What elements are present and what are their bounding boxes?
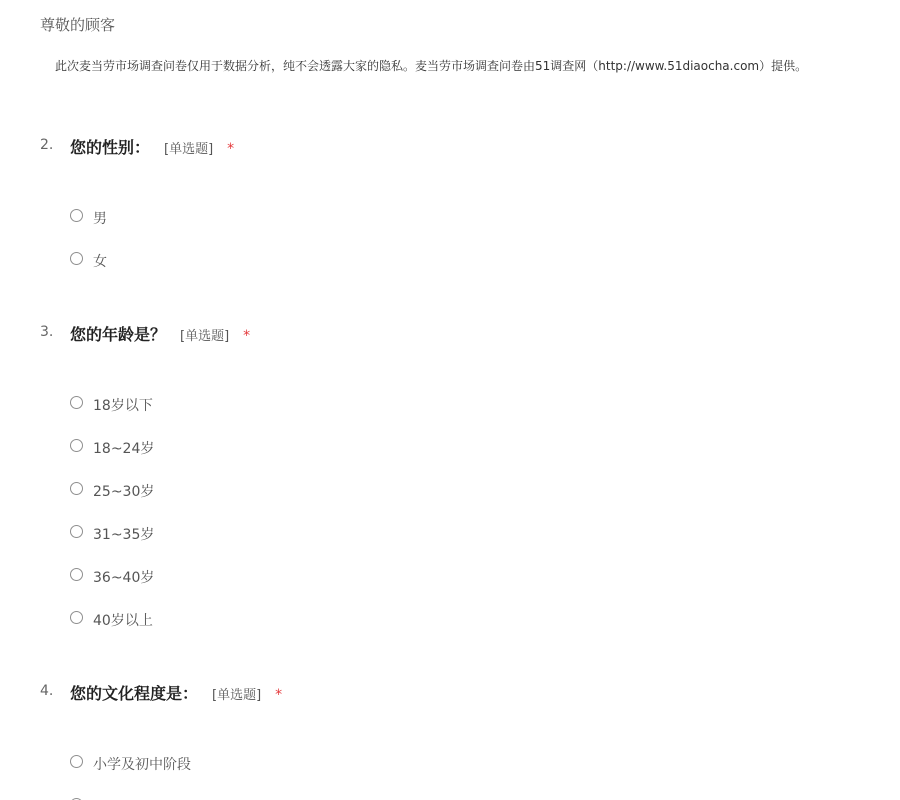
- question-header: [0, 681, 900, 703]
- survey-intro-text: 此次麦当劳市场调查问卷仅用于数据分析，纯不会透露大家的隐私。麦当劳市场调查问卷由51调查网（http://www.51diaocha.com）提供。: [55, 59, 808, 73]
- question-title: [70, 681, 282, 704]
- radio-button[interactable]: [70, 252, 83, 265]
- question-type-label: [单选题]: [180, 329, 230, 344]
- radio-button[interactable]: [70, 525, 83, 538]
- option-label: 18岁以下: [93, 398, 153, 414]
- radio-button[interactable]: [70, 209, 83, 222]
- radio-button[interactable]: [70, 439, 83, 452]
- option-label: 25~30岁: [93, 484, 155, 500]
- radio-button[interactable]: [70, 396, 83, 409]
- question-age: [0, 322, 900, 629]
- question-number: 2.: [40, 137, 54, 153]
- question-title-text: 您的性别：: [70, 138, 151, 157]
- option-label: 36~40岁: [93, 570, 155, 586]
- question-header: [0, 135, 900, 157]
- question-education: [0, 681, 900, 773]
- question-header: [0, 322, 900, 344]
- question-number: 4.: [40, 683, 54, 699]
- option-label: 男: [93, 211, 107, 227]
- question-gender: [0, 135, 900, 270]
- radio-button[interactable]: [70, 482, 83, 495]
- option-label: 18~24岁: [93, 441, 155, 457]
- required-mark: *: [243, 328, 251, 344]
- question-type-label: [单选题]: [164, 142, 214, 157]
- radio-button[interactable]: [70, 755, 83, 768]
- question-title-text: 您的年龄是？: [70, 325, 167, 344]
- option-label: 女: [93, 254, 107, 270]
- question-number: 3.: [40, 324, 54, 340]
- required-mark: *: [275, 687, 283, 703]
- greeting-heading: 尊敬的顾客: [40, 16, 116, 34]
- radio-button[interactable]: [70, 611, 83, 624]
- option-label: 40岁以上: [93, 613, 153, 629]
- question-title-text: 您的文化程度是：: [70, 684, 199, 703]
- required-mark: *: [227, 141, 235, 157]
- question-title: [70, 135, 234, 158]
- option-label: 小学及初中阶段: [93, 757, 191, 773]
- question-type-label: [单选题]: [212, 688, 262, 703]
- option-label: 31~35岁: [93, 527, 155, 543]
- question-title: [70, 322, 250, 345]
- radio-button[interactable]: [70, 568, 83, 581]
